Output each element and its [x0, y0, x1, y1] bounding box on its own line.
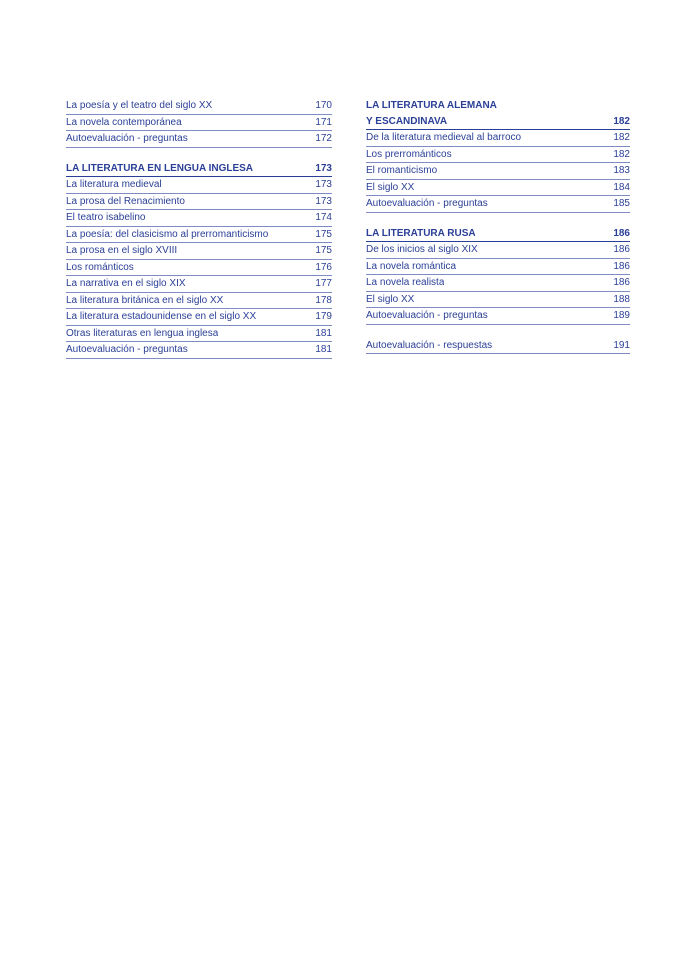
- toc-entry[interactable]: [66, 293, 332, 310]
- toc-entry-page-number: 173: [315, 195, 332, 207]
- toc-entry-title: El romanticismo: [366, 165, 438, 176]
- toc-entry-title: La narrativa en el siglo XIX: [66, 278, 186, 289]
- toc-entry-page-number: 171: [315, 116, 332, 128]
- toc-entry-page-number: 174: [315, 212, 332, 223]
- toc-entry-page-number: 173: [315, 179, 332, 190]
- toc-entry-title: Otras literaturas en lengua inglesa: [66, 327, 219, 339]
- toc-entry[interactable]: [66, 342, 332, 359]
- toc-entry[interactable]: [66, 276, 332, 293]
- toc-entry[interactable]: [366, 308, 630, 325]
- toc-entry-page-number: 184: [613, 181, 630, 193]
- toc-entry-title: Los románticos: [66, 261, 134, 273]
- toc-entry[interactable]: [66, 131, 332, 148]
- toc-entry-title: De la literatura medieval al barroco: [366, 132, 522, 143]
- toc-entry-title: Autoevaluación - preguntas: [366, 198, 488, 209]
- toc-entry[interactable]: [366, 130, 630, 147]
- section-heading-page-number: 186: [613, 227, 630, 239]
- section-heading-page-number: 173: [315, 162, 332, 174]
- toc-entry[interactable]: [66, 210, 332, 227]
- toc-entry-page-number: 177: [315, 278, 332, 289]
- toc-entry[interactable]: [66, 177, 332, 194]
- toc-entry[interactable]: [366, 259, 630, 276]
- section-heading[interactable]: [366, 98, 630, 130]
- toc-entry[interactable]: [66, 227, 332, 244]
- toc-entry[interactable]: [66, 260, 332, 277]
- toc-entry-title: La poesía: del clasicismo al prerromanticismo: [66, 228, 269, 240]
- toc-entry[interactable]: [366, 338, 630, 355]
- toc-entry-page-number: 178: [315, 294, 332, 306]
- toc-entry[interactable]: [366, 196, 630, 213]
- toc-section: [366, 338, 630, 355]
- toc-entry[interactable]: [366, 292, 630, 309]
- toc-entry-page-number: 172: [315, 133, 332, 144]
- toc-entry-page-number: 185: [613, 198, 630, 209]
- toc-entry-page-number: 186: [613, 260, 630, 272]
- toc-entry-title: La prosa del Renacimiento: [66, 195, 185, 207]
- toc-section: [366, 98, 630, 213]
- toc-entry-page-number: 181: [315, 327, 332, 339]
- toc-entry-page-number: 186: [613, 244, 630, 255]
- toc-entry-title: El siglo XX: [366, 181, 415, 193]
- toc-entry[interactable]: [66, 243, 332, 260]
- toc-entry[interactable]: [366, 163, 630, 180]
- toc-entry-page-number: 183: [613, 165, 630, 176]
- toc-entry[interactable]: [66, 115, 332, 132]
- toc-entry-page-number: 186: [613, 277, 630, 288]
- toc-right-column: [366, 98, 630, 367]
- toc-entry-page-number: 188: [613, 293, 630, 305]
- toc-entry[interactable]: [66, 194, 332, 211]
- toc-entry-page-number: 175: [315, 245, 332, 256]
- toc-entry[interactable]: [366, 275, 630, 292]
- toc-entry[interactable]: [366, 242, 630, 259]
- section-heading-title: LA LITERATURA RUSA: [366, 227, 476, 239]
- toc-entry-title: El teatro isabelino: [66, 212, 146, 223]
- toc-entry-title: La literatura medieval: [66, 179, 162, 190]
- toc-entry-title: La novela realista: [366, 277, 445, 288]
- toc-entry-title: Autoevaluación - respuestas: [366, 339, 493, 351]
- toc-left-column: [66, 98, 332, 372]
- toc-section: [66, 161, 332, 359]
- toc-entry-title: De los inicios al siglo XIX: [366, 244, 478, 255]
- section-heading-title: LA LITERATURA EN LENGUA INGLESA: [66, 162, 254, 174]
- toc-section: [66, 98, 332, 148]
- section-heading[interactable]: [66, 161, 332, 178]
- toc-entry-title: Autoevaluación - preguntas: [366, 310, 488, 321]
- toc-entry-title: La novela contemporánea: [66, 116, 182, 128]
- toc-entry-title: El siglo XX: [366, 293, 415, 305]
- toc-entry-title: La literatura británica en el siglo XX: [66, 294, 224, 306]
- toc-entry-title: La novela romántica: [366, 260, 457, 272]
- toc-entry-page-number: 191: [613, 339, 630, 351]
- toc-entry[interactable]: [366, 147, 630, 164]
- toc-entry-page-number: 189: [613, 310, 630, 321]
- toc-entry[interactable]: [366, 180, 630, 197]
- toc-entry-page-number: 182: [613, 132, 630, 143]
- toc-entry-title: Autoevaluación - preguntas: [66, 344, 188, 355]
- toc-entry-page-number: 181: [315, 344, 332, 355]
- section-heading-title: LA LITERATURA ALEMANA Y ESCANDINAVA: [366, 100, 497, 127]
- toc-entry-title: Los prerrománticos: [366, 148, 452, 160]
- toc-entry-page-number: 179: [315, 311, 332, 322]
- toc-entry[interactable]: [66, 326, 332, 343]
- toc-entry-page-number: 175: [315, 228, 332, 240]
- toc-section: [366, 226, 630, 325]
- toc-entry-title: La poesía y el teatro del siglo XX: [66, 100, 213, 111]
- toc-entry-title: La prosa en el siglo XVIII: [66, 245, 178, 256]
- toc-entry[interactable]: [66, 98, 332, 115]
- toc-entry-title: La literatura estadounidense en el siglo XX: [66, 311, 257, 322]
- section-heading-page-number: 182: [613, 115, 630, 127]
- section-heading[interactable]: [366, 226, 630, 243]
- toc-entry-page-number: 176: [315, 261, 332, 273]
- toc-entry[interactable]: [66, 309, 332, 326]
- toc-entry-page-number: 182: [613, 148, 630, 160]
- toc-entry-page-number: 170: [315, 100, 332, 111]
- toc-entry-title: Autoevaluación - preguntas: [66, 133, 188, 144]
